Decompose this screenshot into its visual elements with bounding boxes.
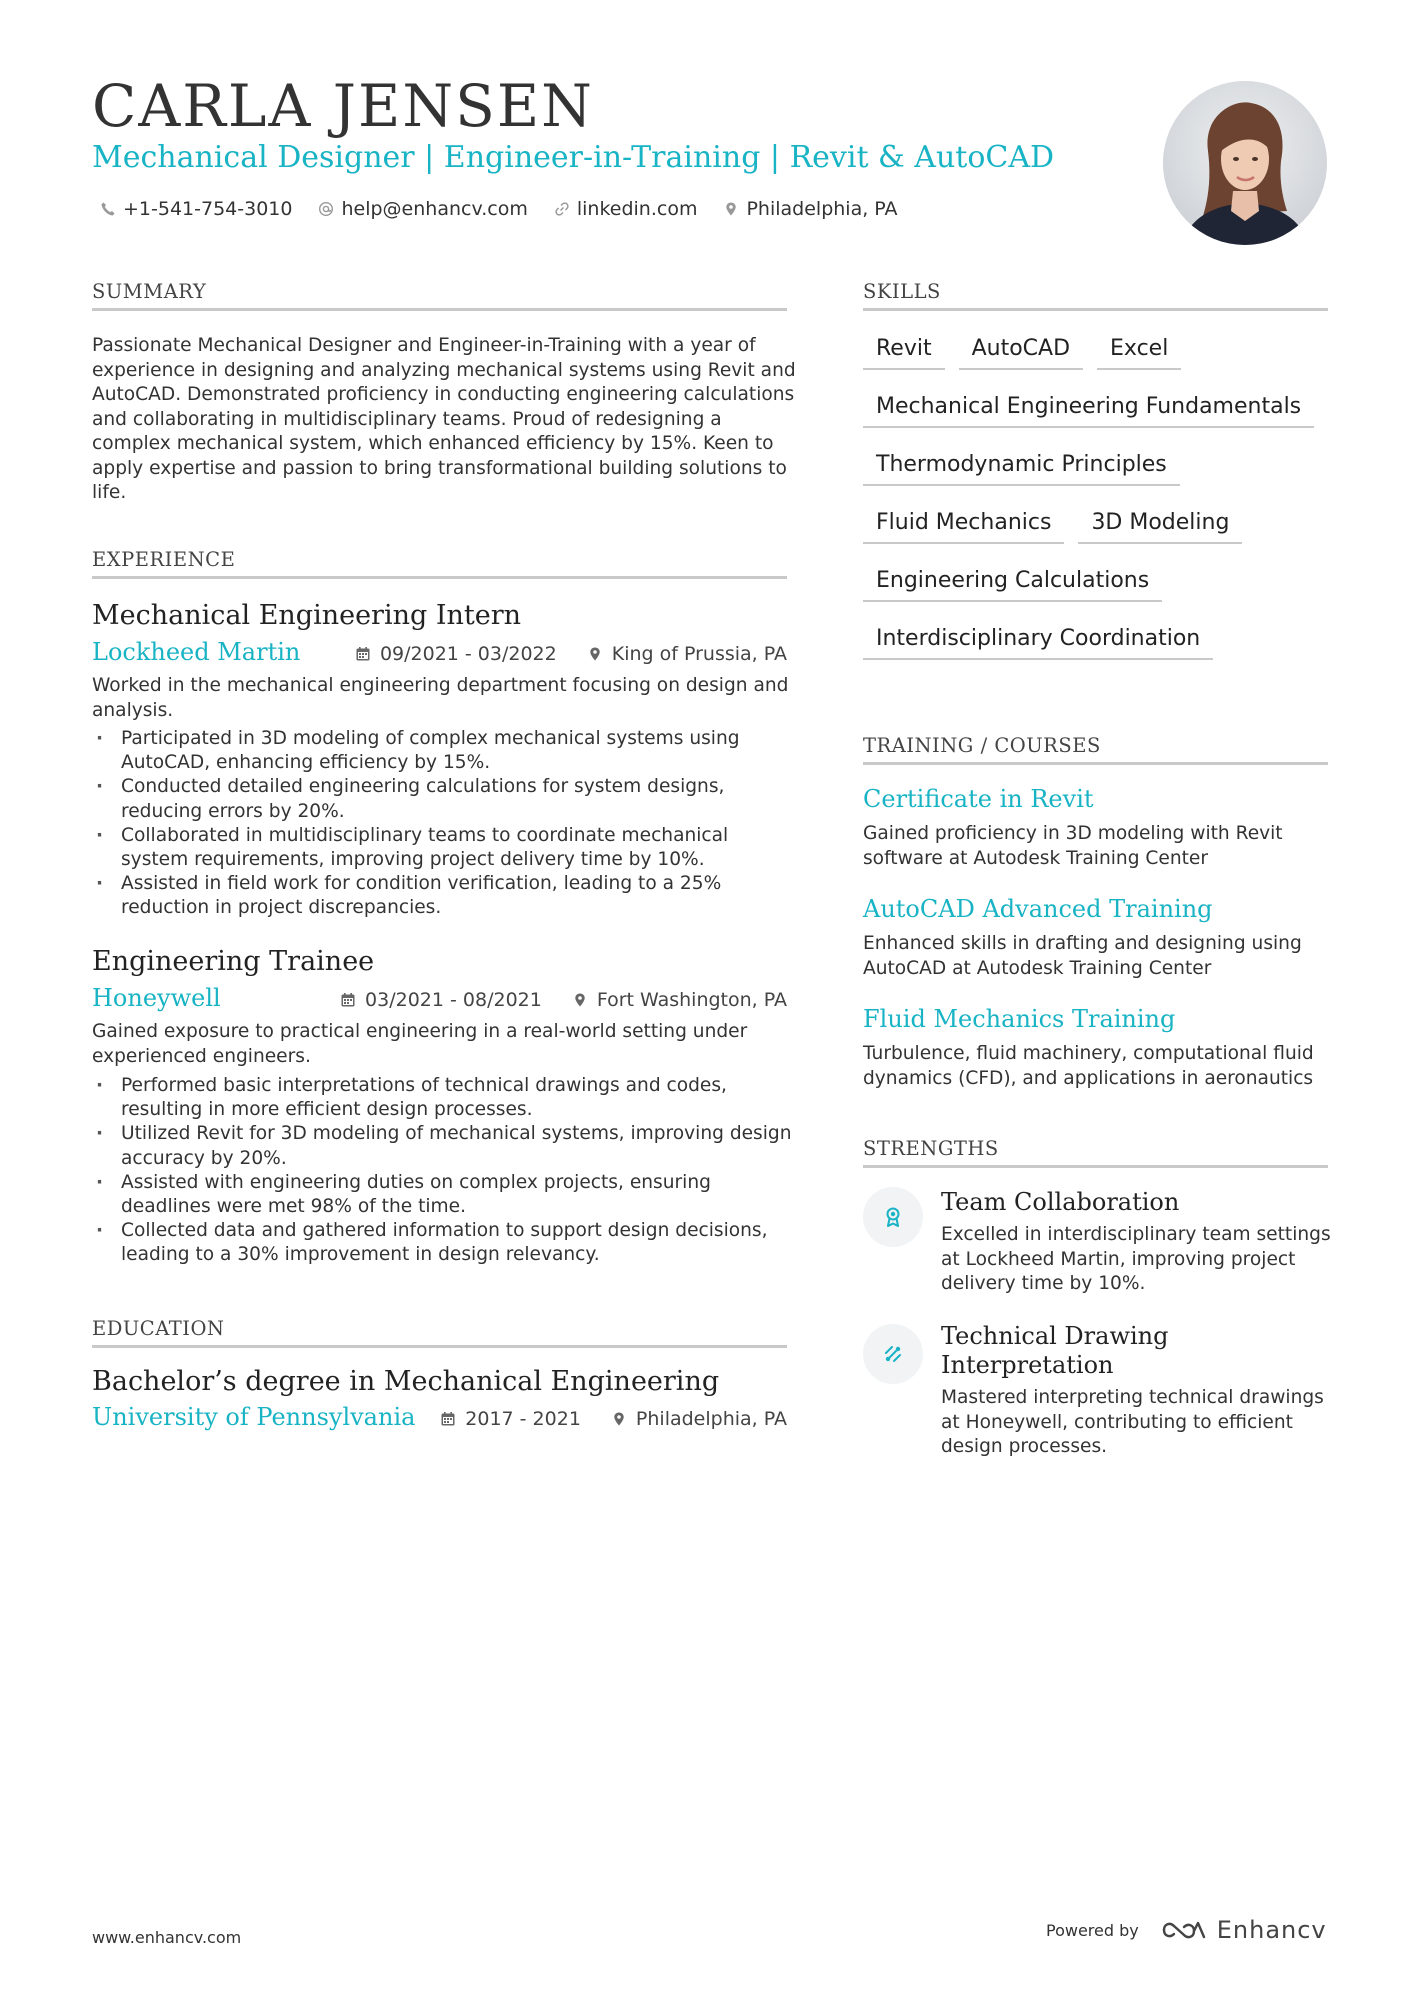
link-icon xyxy=(554,201,570,217)
list-item: · Participated in 3D modeling of complex mechanical systems using AutoCAD, enhancing efficiency by 15%. xyxy=(92,727,797,775)
profile-portrait-icon xyxy=(1163,81,1327,245)
profile-photo xyxy=(1163,81,1327,245)
skills-heading: SKILLS xyxy=(863,280,1328,311)
powered-by-label: Powered by xyxy=(1046,1920,1139,1940)
strength-icon-2 xyxy=(863,1324,923,1384)
training-heading: TRAINING / COURSES xyxy=(863,734,1328,765)
job-bullets-1 xyxy=(92,727,797,921)
footer-branding xyxy=(1046,1916,1327,1944)
strength-title-2: Technical Drawing Interpretation xyxy=(941,1322,1169,1379)
list-item: · Assisted with engineering duties on complex projects, ensuring deadlines were met 98% of the time. xyxy=(92,1171,797,1219)
job-dates-text-1: 09/2021 - 03/2022 xyxy=(379,643,557,665)
calendar-icon xyxy=(340,992,356,1008)
company-name-2: Honeywell xyxy=(92,984,221,1012)
job-bullets-2 xyxy=(92,1074,797,1268)
skills-row xyxy=(863,564,1328,602)
skills-row xyxy=(863,390,1328,428)
drafting-tool-icon xyxy=(881,1342,905,1366)
skills-row xyxy=(863,506,1328,544)
school-name: University of Pennsylvania xyxy=(92,1403,416,1431)
award-ribbon-icon xyxy=(881,1205,905,1229)
job-location-2 xyxy=(572,989,787,1011)
job-location-text-1: King of Prussia, PA xyxy=(611,643,787,665)
skill-tag: Revit xyxy=(863,332,945,370)
location-text: Philadelphia, PA xyxy=(746,198,898,220)
candidate-name: CARLA JENSEN xyxy=(92,72,594,140)
contact-bar xyxy=(100,198,898,220)
course-title-2: AutoCAD Advanced Training xyxy=(863,895,1213,923)
skills-row xyxy=(863,448,1328,486)
strength-description-1: Excelled in interdisciplinary team settings at Lockheed Martin, improving project delivery time by 10%. xyxy=(941,1224,1331,1294)
job-location-1 xyxy=(587,643,787,665)
company-name-1: Lockheed Martin xyxy=(92,638,301,666)
course-description-2: Enhanced skills in drafting and designing using AutoCAD at Autodesk Training Center xyxy=(863,933,1302,979)
location-pin-icon xyxy=(572,992,588,1008)
footer-website[interactable]: www.enhancv.com xyxy=(92,1928,242,1947)
contact-email[interactable] xyxy=(318,198,527,220)
skill-tag: Excel xyxy=(1097,332,1181,370)
experience-heading: EXPERIENCE xyxy=(92,548,787,579)
job-title-2: Engineering Trainee xyxy=(92,946,375,977)
email-text: help@enhancv.com xyxy=(341,198,528,220)
location-pin-icon xyxy=(611,1411,627,1427)
candidate-headline: Mechanical Designer | Engineer-in-Training | Revit & AutoCAD xyxy=(92,140,1055,175)
skill-tag: AutoCAD xyxy=(959,332,1083,370)
skill-tag: Engineering Calculations xyxy=(863,564,1162,602)
location-pin-icon xyxy=(587,646,603,662)
job-description-1: Worked in the mechanical engineering department focusing on design and analysis. xyxy=(92,675,789,721)
job-location-text-2: Fort Washington, PA xyxy=(596,989,787,1011)
education-heading: EDUCATION xyxy=(92,1317,787,1348)
list-item: · Utilized Revit for 3D modeling of mechanical systems, improving design accuracy by 20%. xyxy=(92,1122,797,1170)
education-location-text: Philadelphia, PA xyxy=(635,1408,787,1430)
list-item: · Conducted detailed engineering calculations for system designs, reducing errors by 20%. xyxy=(92,775,797,823)
course-description-1: Gained proficiency in 3D modeling with Revit software at Autodesk Training Center xyxy=(863,823,1283,869)
location-pin-icon xyxy=(723,201,739,217)
education-location xyxy=(611,1408,787,1430)
job-dates-text-2: 03/2021 - 08/2021 xyxy=(365,989,542,1011)
contact-phone[interactable] xyxy=(100,198,292,220)
calendar-icon xyxy=(355,646,371,662)
linkedin-text: linkedin.com xyxy=(576,198,698,220)
skill-tag: 3D Modeling xyxy=(1078,506,1242,544)
education-dates xyxy=(440,1408,581,1430)
course-title-1: Certificate in Revit xyxy=(863,785,1094,813)
skill-tag: Thermodynamic Principles xyxy=(863,448,1180,486)
course-description-3: Turbulence, fluid machinery, computational fluid dynamics (CFD), and applications in aeronautics xyxy=(863,1043,1314,1089)
brand-name: Enhancv xyxy=(1216,1916,1327,1944)
degree-title: Bachelor’s degree in Mechanical Engineering xyxy=(92,1366,720,1397)
calendar-icon xyxy=(440,1411,456,1427)
job-title-1: Mechanical Engineering Intern xyxy=(92,600,522,631)
education-dates-text: 2017 - 2021 xyxy=(465,1408,581,1430)
strength-title-1: Team Collaboration xyxy=(941,1188,1180,1216)
skill-tag: Mechanical Engineering Fundamentals xyxy=(863,390,1314,428)
skills-list xyxy=(863,332,1328,680)
skills-row xyxy=(863,622,1328,660)
job-dates-1 xyxy=(355,643,557,665)
strength-description-2: Mastered interpreting technical drawings at Honeywell, contributing to efficient design processes. xyxy=(941,1387,1324,1457)
phone-text: +1-541-754-3010 xyxy=(123,198,293,220)
job-dates-2 xyxy=(340,989,542,1011)
list-item: · Performed basic interpretations of technical drawings and codes, resulting in more efficient design processes. xyxy=(92,1074,797,1122)
job-meta-2 xyxy=(340,989,787,1011)
education-meta xyxy=(420,1408,787,1430)
at-icon xyxy=(318,201,334,217)
contact-linkedin[interactable] xyxy=(554,198,698,220)
strengths-heading: STRENGTHS xyxy=(863,1137,1328,1168)
skill-tag: Fluid Mechanics xyxy=(863,506,1064,544)
contact-location xyxy=(723,198,897,220)
summary-heading: SUMMARY xyxy=(92,280,787,311)
job-meta-1 xyxy=(340,643,787,665)
summary-text: Passionate Mechanical Designer and Engineer-in-Training with a year of experience in designing and analyzing mechanical systems using Revit and AutoCAD. Demonstrated proficiency in conducting engineering calculations and collaborating in multidisciplinary teams. Proud of redesigning a complex mechanical system, which enhanced efficiency by 15%. Keen to apply expertise and passion to bring transformational building solutions to life. xyxy=(92,335,796,503)
skill-tag: Interdisciplinary Coordination xyxy=(863,622,1213,660)
course-title-3: Fluid Mechanics Training xyxy=(863,1005,1176,1033)
list-item: · Collaborated in multidisciplinary teams to coordinate mechanical system requirements, improving project delivery time by 10%. xyxy=(92,824,797,872)
job-description-2: Gained exposure to practical engineering in a real-world setting under experienced engineers. xyxy=(92,1021,748,1067)
list-item: · Collected data and gathered information to support design decisions, leading to a 30% improvement in design relevancy. xyxy=(92,1219,797,1267)
strength-icon-1 xyxy=(863,1187,923,1247)
enhancv-logo-icon xyxy=(1161,1918,1207,1942)
phone-icon xyxy=(100,201,116,217)
brand-logo[interactable] xyxy=(1161,1916,1327,1944)
skills-row xyxy=(863,332,1328,370)
list-item: · Assisted in field work for condition verification, leading to a 25% reduction in project discrepancies. xyxy=(92,872,797,920)
